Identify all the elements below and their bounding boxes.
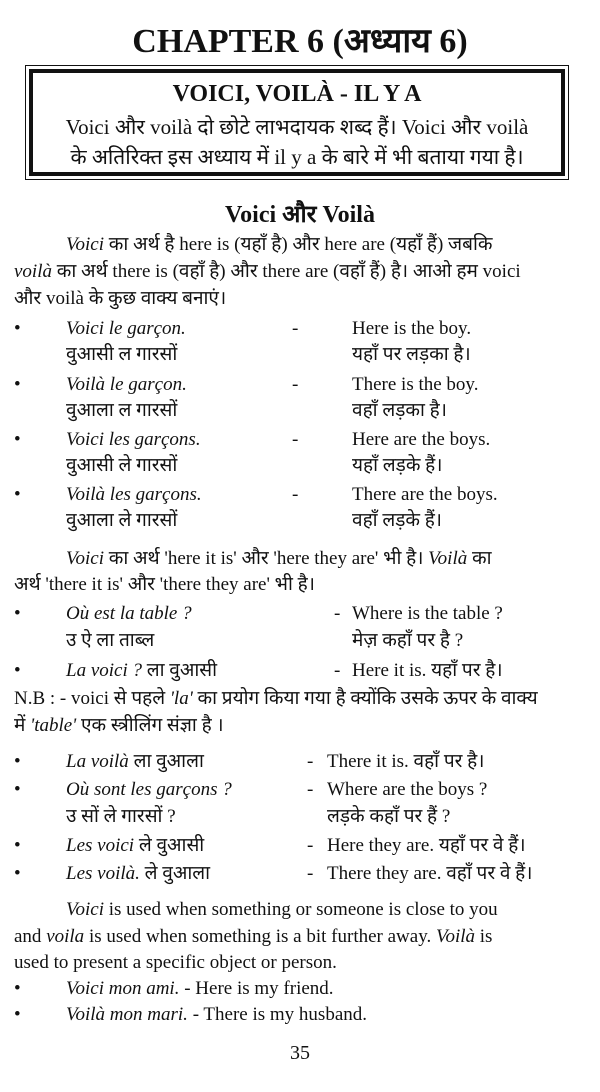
- example-hindi: यहाँ लड़के हैं।: [352, 455, 443, 476]
- example-french: Voici le garçon.: [66, 318, 186, 339]
- para3-line-3: used to present a specific object or person.: [14, 952, 337, 973]
- para2-text: का अर्थ 'here it is' और 'here they are' भी है।: [104, 548, 429, 569]
- nb-line-2: [14, 713, 224, 739]
- section-title: Voici और Voilà: [225, 202, 375, 228]
- bullet: •: [14, 863, 21, 884]
- para3-line-2: [14, 924, 492, 950]
- bullet: •: [14, 779, 21, 800]
- example-french: Où sont les garçons ?: [66, 779, 232, 800]
- example-pronunciation: वुआला ल गारसों: [66, 400, 178, 421]
- para3-text-2a: and: [14, 926, 47, 947]
- example-english: Where are the boys ?: [327, 779, 488, 800]
- example-english: There are the boys.: [352, 484, 498, 505]
- example-pronunciation: ले वुआला: [139, 863, 211, 884]
- example-french: Voici les garçons.: [66, 429, 201, 450]
- example-pronunciation: वुआसी ल गारसों: [66, 344, 178, 365]
- bullet: •: [14, 484, 21, 505]
- example-la-voici: [66, 658, 217, 684]
- box-line-2: के अतिरिक्त इस अध्याय में il y a के बारे में भी बताया गया है।: [70, 145, 524, 169]
- example-pronunciation: ले वुआसी: [134, 835, 205, 856]
- bullet: •: [14, 751, 21, 772]
- nb-text-b: का प्रयोग किया गया है क्योंकि उसके ऊपर के वाक्य: [192, 688, 538, 709]
- dash: -: [307, 779, 314, 800]
- para2-line-2: अर्थ 'there it is' और 'there they are' भी है।: [14, 574, 315, 595]
- example-english: - There is my husband.: [187, 1004, 367, 1025]
- dash: -: [292, 374, 299, 395]
- bullet: •: [14, 978, 21, 999]
- example-pronunciation: वुआला ले गारसों: [66, 510, 178, 531]
- dash: -: [334, 660, 341, 681]
- bullet: •: [14, 1004, 21, 1025]
- dash: -: [334, 603, 341, 624]
- bullet: •: [14, 318, 21, 339]
- nb-text-c: में: [14, 715, 31, 736]
- bullet: •: [14, 835, 21, 856]
- nb-word-table: 'table': [30, 715, 77, 736]
- dash: -: [307, 751, 314, 772]
- final-example: [66, 1002, 367, 1028]
- page-number: 35: [290, 1042, 310, 1064]
- example-french: Où est la table ?: [66, 603, 192, 624]
- example-french: La voilà: [66, 751, 129, 772]
- dash: -: [292, 318, 299, 339]
- example-english: Here is the boy.: [352, 318, 472, 339]
- para3-text-2c: is: [475, 926, 493, 947]
- example-hindi: वहाँ लड़का है।: [352, 400, 447, 421]
- example-french: Voilà les garçons.: [66, 484, 202, 505]
- example-pronunciation: ला वुआला: [128, 751, 204, 772]
- intro-text-2: का अर्थ there is (वहाँ है) और there are (वहाँ हैं) है। आओ हम voici: [52, 261, 521, 282]
- example-hindi: यहाँ पर लड़का है।: [352, 344, 471, 365]
- bullet: •: [14, 603, 21, 624]
- nb-text-a: N.B : - voici से पहले: [14, 688, 170, 709]
- example-english: Where is the table ?: [352, 603, 503, 624]
- example-la-voila: [66, 749, 204, 775]
- example-pronunciation: ला वुआसी: [142, 660, 218, 681]
- nb-text-d: एक स्त्रीलिंग संज्ञा है ।: [76, 715, 224, 736]
- example-pronunciation: उ सों ले गारसों ?: [66, 806, 176, 827]
- example-english: Here they are. यहाँ पर वे हैं।: [327, 835, 526, 856]
- intro-line-3: और voilà के कुछ वाक्य बनाएं।: [14, 288, 227, 309]
- bullet: •: [14, 429, 21, 450]
- bullet: •: [14, 660, 21, 681]
- intro-text-1: का अर्थ है here is (यहाँ है) और here are (यहाँ हैं) जबकि: [104, 234, 493, 255]
- final-example: [66, 976, 334, 1002]
- example-les-voici: [66, 833, 204, 859]
- intro-word-voila: voilà: [14, 261, 52, 282]
- example-english: Here are the boys.: [352, 429, 491, 450]
- summary-box: [29, 69, 565, 176]
- intro-line-2: [14, 259, 521, 285]
- dash: -: [307, 835, 314, 856]
- para3-word-voila: voila: [46, 926, 85, 947]
- para2-word-voila: Voilà: [428, 548, 468, 569]
- example-hindi: वहाँ लड़के हैं।: [352, 510, 443, 531]
- para3-line-1: [66, 897, 498, 923]
- chapter-title: CHAPTER 6 (अध्याय 6): [132, 23, 468, 60]
- example-english: There is the boy.: [352, 374, 479, 395]
- example-french: Les voici: [66, 835, 135, 856]
- nb-line-1: [14, 686, 538, 712]
- para3-text-1: is used when something or someone is close to you: [104, 899, 498, 920]
- para3-word-voici: Voici: [66, 899, 104, 920]
- example-english: Here it is. यहाँ पर है।: [352, 660, 503, 681]
- box-line-1: Voici और voilà दो छोटे लाभदायक शब्द हैं। Voici और voilà: [65, 115, 529, 139]
- example-french: La voici ?: [66, 660, 142, 681]
- para2-word-voici: Voici: [66, 548, 104, 569]
- bullet: •: [14, 374, 21, 395]
- example-pronunciation: वुआसी ले गारसों: [66, 455, 178, 476]
- example-english: There it is. वहाँ पर है।: [327, 751, 485, 772]
- example-english: There they are. वहाँ पर वे हैं।: [327, 863, 533, 884]
- para2-line-1: [66, 546, 492, 572]
- box-title: VOICI, VOILÀ - IL Y A: [172, 81, 422, 107]
- intro-line-1: [66, 232, 492, 258]
- example-french: Voilà le garçon.: [66, 374, 187, 395]
- example-french: Les voilà.: [66, 863, 140, 884]
- example-hindi: लड़के कहाँ पर हैं ?: [327, 806, 451, 827]
- dash: -: [307, 863, 314, 884]
- dash: -: [292, 429, 299, 450]
- example-french: Voilà mon mari.: [66, 1004, 188, 1025]
- nb-word-la: 'la': [169, 688, 193, 709]
- example-hindi: मेज़ कहाँ पर है ?: [352, 630, 464, 651]
- example-french: Voici mon ami.: [66, 978, 180, 999]
- dash: -: [292, 484, 299, 505]
- example-english: - Here is my friend.: [179, 978, 334, 999]
- example-les-voila: [66, 861, 210, 887]
- para2-text-end: का: [467, 548, 492, 569]
- para3-text-2b: is used when something is a bit further away.: [84, 926, 436, 947]
- intro-word-voici: Voici: [66, 234, 104, 255]
- para3-word-voila-2: Voilà: [435, 926, 476, 947]
- example-pronunciation: उ ऐ ला ताब्ल: [66, 630, 155, 651]
